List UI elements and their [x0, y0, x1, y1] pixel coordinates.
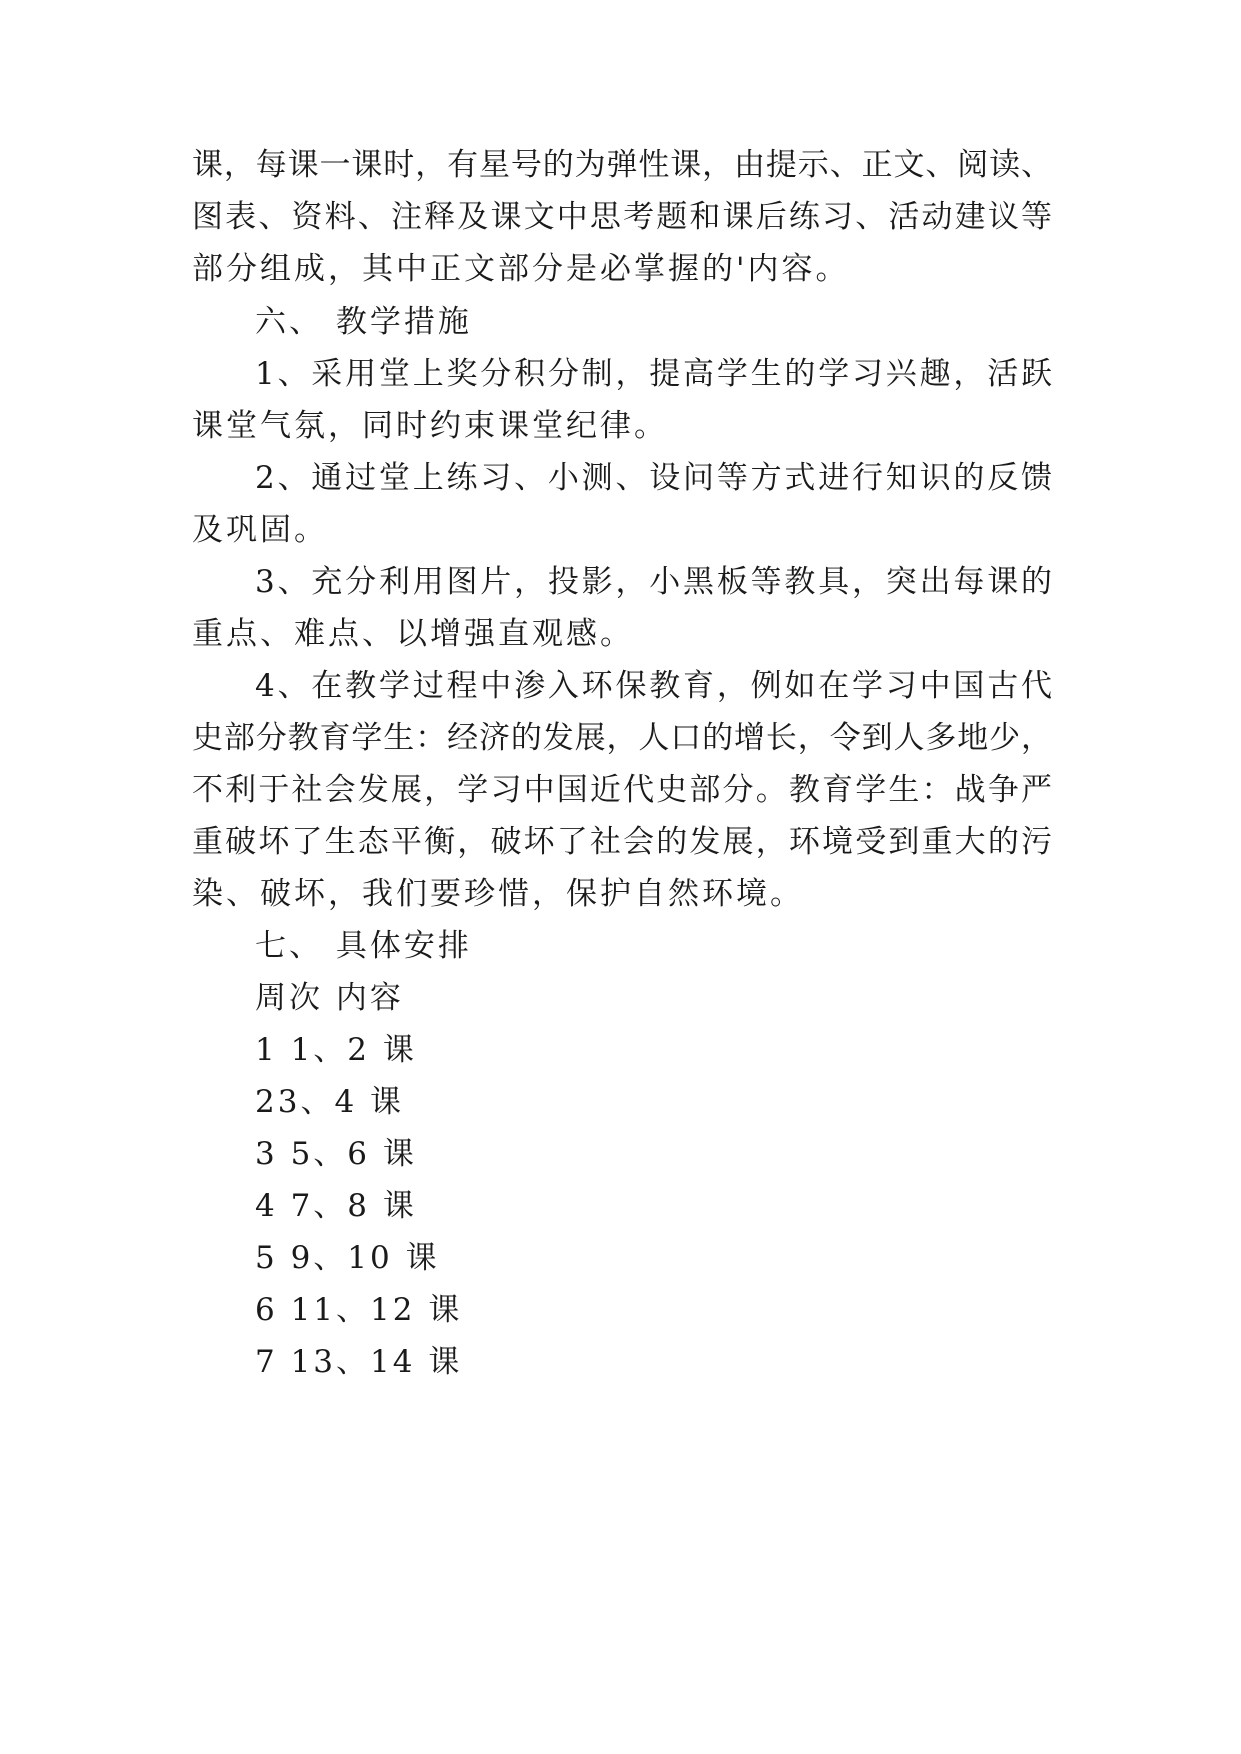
- schedule-row: 3 5、6 课: [255, 1136, 417, 1172]
- text-line: 重破坏了生态平衡，破坏了社会的发展，环境受到重大的污: [192, 824, 1052, 860]
- schedule-row: 4 7、8 课: [255, 1188, 417, 1224]
- text-line: 4、在教学过程中渗入环保教育，例如在学习中国古代: [255, 668, 1052, 704]
- text-line: 染、破坏，我们要珍惜，保护自然环境。: [192, 876, 804, 912]
- text-line: 2、通过堂上练习、小测、设问等方式进行知识的反馈: [255, 460, 1052, 496]
- text-line: 及巩固。: [192, 512, 328, 548]
- text-line: 图表、资料、注释及课文中思考题和课后练习、活动建议等: [192, 199, 1052, 235]
- text-line: 史部分教育学生：经济的发展，人口的增长，令到人多地少，: [192, 720, 1052, 756]
- text-line: 重点、难点、以增强直观感。: [192, 616, 634, 652]
- section-heading: 七、 具体安排: [255, 928, 472, 964]
- schedule-row: 7 13、14 课: [255, 1344, 463, 1380]
- schedule-row: 6 11、12 课: [255, 1292, 463, 1328]
- schedule-row: 5 9、10 课: [255, 1240, 440, 1276]
- text-line: 3、充分利用图片，投影，小黑板等教具，突出每课的: [255, 564, 1052, 600]
- text-line: 课堂气氛，同时约束课堂纪律。: [192, 408, 668, 444]
- text-line: 1、采用堂上奖分积分制，提高学生的学习兴趣，活跃: [255, 356, 1052, 392]
- section-heading: 六、 教学措施: [255, 304, 472, 340]
- schedule-row: 1 1、2 课: [255, 1032, 417, 1068]
- text-line: 不利于社会发展，学习中国近代史部分。教育学生：战争严: [192, 772, 1052, 808]
- text-line: 部分组成，其中正文部分是必掌握的'内容。: [192, 251, 850, 287]
- schedule-header: 周次 内容: [255, 980, 404, 1016]
- text-line: 课，每课一课时，有星号的为弹性课，由提示、正文、阅读、: [192, 147, 1052, 183]
- schedule-row: 23、4 课: [255, 1084, 405, 1120]
